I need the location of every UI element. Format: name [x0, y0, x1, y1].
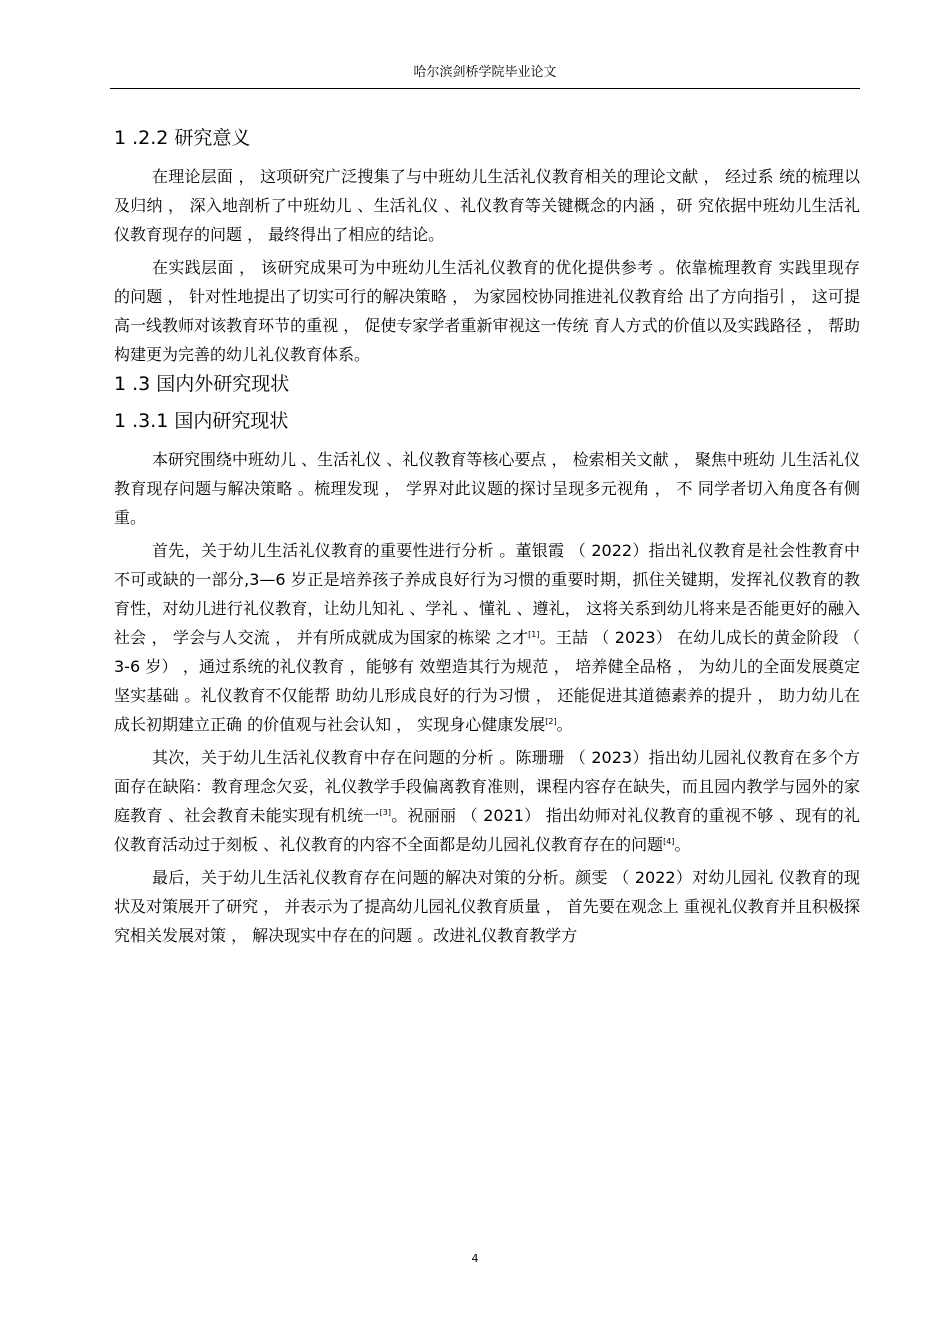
paragraph-text: 。: [556, 715, 573, 734]
citation-ref: [4]: [663, 837, 675, 846]
paragraph-text: 其次，关于幼儿生活礼仪教育中存在问题的分析 。陈珊珊 （ 2023）指出幼儿园礼仪教育在多个方面存在缺陷：教育理念欠妥，礼仪教学手段偏离教育准则，课程内容存在缺失，而且园内教学与园外的家庭教育 、社会教育未能实现有机统一: [114, 748, 860, 825]
paragraph: 在理论层面 ， 这项研究广泛搜集了与中班幼儿生活礼仪教育相关的理论文献 ， 经过系 统的梳理以及归纳 ， 深入地剖析了中班幼儿 、生活礼仪 、礼仪教育等关键概念的内涵 ，研 究依据中班幼儿生活礼仪教育现存的问题 ， 最终得出了相应的结论。: [114, 167, 860, 244]
paragraph-text: 首先，关于幼儿生活礼仪教育的重要性进行分析 。董银霞 （ 2022）指出礼仪教育是社会性教育中不可或缺的一部分,3—6 岁正是培养孩子养成良好行为习惯的重要时期，抓住关键期，发挥礼仪教育的教育性，对幼儿进行礼仪教育，让幼儿知礼 、学礼 、懂礼 、遵礼， 这将关系到幼儿将来是否能更好的融入社会 ， 学会与人交流 ， 并有所成就成为国家的栋梁 之才: [114, 541, 860, 647]
citation-ref: [3]: [379, 808, 391, 817]
paragraph: 最后，关于幼儿生活礼仪教育存在问题的解决对策的分析。颜雯 （ 2022）对幼儿园礼 仪教育的现状及对策展开了研究 ， 并表示为了提高幼儿园礼仪教育质量 ， 首先要在观念上 重视礼仪教育并且积极探究相关发展对策 ， 解决现实中存在的问题 。改进礼仪教育教学方: [114, 868, 860, 945]
page-number: 4: [471, 1252, 479, 1265]
citation-ref: [2]: [545, 717, 557, 726]
header-rule: [110, 88, 860, 89]
paragraph: [114, 743, 860, 859]
paragraph: 本研究围绕中班幼儿 、生活礼仪 、礼仪教育等核心要点 ， 检索相关文献 ， 聚焦中班幼 儿生活礼仪教育现存问题与解决策略 。梳理发现 ， 学界对此议题的探讨呈现多元视角 ， 不 同学者切入角度各有侧重。: [114, 450, 860, 527]
section-heading-1-2-2: 1 .2.2 研究意义: [114, 127, 251, 149]
section-heading-1-3-1: 1 .3.1 国内研究现状: [114, 410, 289, 432]
page-header: 哈尔滨剑桥学院毕业论文: [413, 65, 557, 80]
paragraph: [114, 536, 860, 739]
paragraph: 在实践层面 ， 该研究成果可为中班幼儿生活礼仪教育的优化提供参考 。依靠梳理教育 实践里现存的问题 ， 针对性地提出了切实可行的解决策略 ， 为家园校协同推进礼仪教育给 出了方向指引 ， 这可提高一线教师对该教育环节的重视 ， 促使专家学者重新审视这一传统 育人方式的价值以及实践路径 ， 帮助构建更为完善的幼儿礼仪教育体系。: [114, 258, 860, 364]
page-body: [114, 123, 860, 950]
citation-ref: [1]: [528, 630, 540, 639]
section-heading-1-3: 1 .3 国内外研究现状: [114, 373, 290, 395]
paragraph-text: 。王喆 （ 2023） 在幼儿成长的黄金阶段 （ 3-6 岁） ，通过系统的礼仪教育 ，能够有 效塑造其行为规范 ， 培养健全品格 ， 为幼儿的全面发展奠定坚实基础 。礼仪教育不仅能帮 助幼儿形成良好的行为习惯 ， 还能促进其道德素养的提升 ， 助力幼儿在成长初期建立正确 的价值观与社会认知 ， 实现身心健康发展: [114, 628, 860, 734]
paragraph-text: 。祝丽丽 （ 2021） 指出幼师对礼仪教育的重视不够 、现有的礼仪教育活动过于刻板 、礼仪教育的内容不全面都是幼儿园礼仪教育存在的问题: [114, 806, 860, 854]
paragraph-text: 。: [674, 835, 691, 854]
